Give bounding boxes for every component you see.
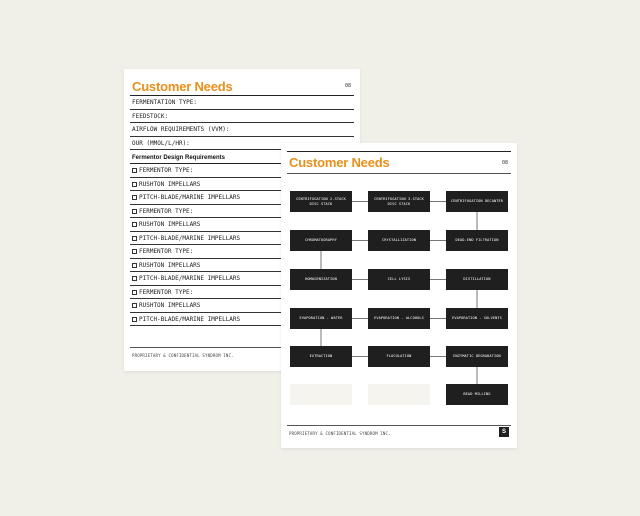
checklist-label: PITCH-BLADE/MARINE IMPELLARS — [139, 234, 241, 242]
process-node[interactable]: CENTRIFUGATION DECANTER — [446, 191, 508, 212]
checkbox[interactable] — [132, 168, 137, 173]
checklist-label: FERMENTOR TYPE: — [139, 167, 194, 174]
checkbox[interactable] — [132, 290, 137, 295]
footer-text: PROPRIETARY & CONFIDENTIAL SYNDROM INC. — [132, 353, 234, 358]
checkbox[interactable] — [132, 303, 137, 308]
checkbox[interactable] — [132, 249, 137, 254]
process-node[interactable]: DEAD-END FILTRATION — [446, 230, 508, 251]
checklist-label: PITCH-BLADE/MARINE IMPELLARS — [139, 315, 241, 323]
checklist-label: RUSHTON IMPELLARS — [139, 261, 201, 269]
process-node[interactable]: DISTILLATION — [446, 269, 508, 290]
process-node[interactable]: EVAPORATION - SOLVENTS — [446, 308, 508, 329]
process-node[interactable]: CRYSTALLIZATION — [368, 230, 430, 251]
checklist-label: FERMENTOR TYPE: — [139, 248, 194, 255]
footer-text: PROPRIETARY & CONFIDENTIAL SYNDROM INC. — [289, 431, 391, 436]
process-node[interactable]: CENTRIFUGATION 3-STACK DISC STACK — [368, 191, 430, 212]
process-node[interactable]: EXTRACTION — [290, 346, 352, 367]
checkbox[interactable] — [132, 263, 137, 268]
process-node[interactable]: CENTRIFUGATION 2-STACK DISC STACK — [290, 191, 352, 212]
checkbox[interactable] — [132, 317, 137, 322]
checklist-label: RUSHTON IMPELLARS — [139, 180, 201, 188]
process-node[interactable]: EVAPORATION - WATER — [290, 308, 352, 329]
checkbox[interactable] — [132, 276, 137, 281]
customer-needs-diagram-sheet — [281, 143, 517, 448]
sheet-title: Customer Needs — [289, 155, 390, 170]
page-number: 08 — [344, 83, 351, 89]
field-label: OUR (MMOL/L/HR): — [132, 139, 190, 147]
process-node[interactable]: HOMOGENIZATION — [290, 269, 352, 290]
checklist-label: RUSHTON IMPELLARS — [139, 221, 201, 228]
page-number: 08 — [501, 160, 508, 166]
checkbox[interactable] — [132, 195, 137, 200]
empty-node-slot — [368, 384, 430, 405]
process-node[interactable]: BEAD MILLING — [446, 384, 508, 405]
sheet-title: Customer Needs — [132, 79, 233, 94]
field-feedstock[interactable] — [130, 110, 354, 124]
field-label: FERMENTATION TYPE: — [132, 99, 198, 106]
empty-node-slot — [290, 384, 352, 405]
checkbox[interactable] — [132, 209, 137, 214]
checkbox[interactable] — [132, 222, 137, 227]
process-node[interactable]: FLOCULATION — [368, 346, 430, 367]
process-node[interactable]: CHROMATOGRAPHY — [290, 230, 352, 251]
checklist-label: PITCH-BLADE/MARINE IMPELLARS — [139, 194, 241, 201]
process-node[interactable]: CELL LYSIS — [368, 269, 430, 290]
field-fermentation-type[interactable] — [130, 96, 354, 110]
checklist-label: PITCH-BLADE/MARINE IMPELLARS — [139, 275, 241, 282]
checkbox[interactable] — [132, 236, 137, 241]
section-title: Fermentor Design Requirements — [132, 155, 226, 161]
checklist-label: RUSHTON IMPELLARS — [139, 302, 201, 309]
process-node[interactable]: EVAPORATION - ALCOHOLS — [368, 308, 430, 329]
checklist-label: FERMENTOR TYPE: — [139, 288, 194, 296]
process-node[interactable]: ENZYMATIC DEGRADATION — [446, 346, 508, 367]
field-label: FEEDSTOCK: — [132, 112, 169, 120]
checkbox[interactable] — [132, 182, 137, 187]
field-label: AIRFLOW REQUIREMENTS (VVM): — [132, 126, 230, 133]
field-airflow[interactable] — [130, 123, 354, 137]
footer-rule — [287, 425, 511, 426]
logo-badge: S — [499, 427, 509, 437]
checklist-label: FERMENTOR TYPE: — [139, 207, 194, 215]
